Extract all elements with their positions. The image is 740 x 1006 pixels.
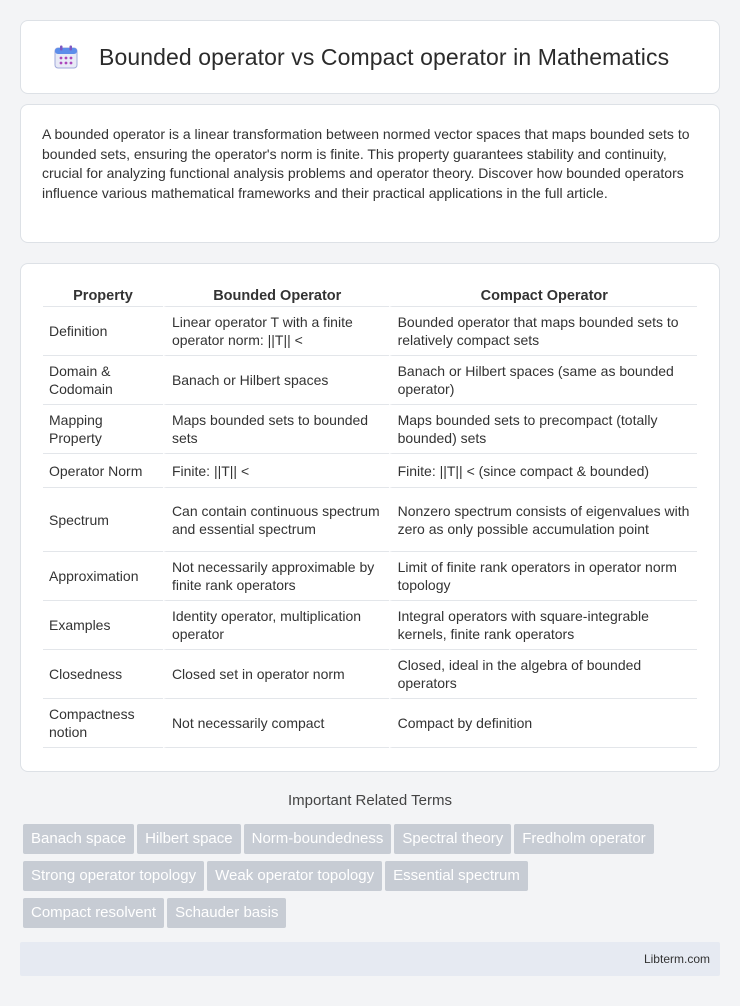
comparison-card	[20, 263, 720, 772]
footer-site-link[interactable]: Libterm.com	[643, 952, 710, 966]
table-cell: Not necessarily approximable by finite rank operators	[163, 552, 389, 601]
table-cell: Definition	[43, 307, 163, 356]
related-term-tag[interactable]: Schauder basis	[167, 898, 286, 928]
title-card	[20, 20, 720, 94]
table-cell: Maps bounded sets to bounded sets	[163, 405, 389, 454]
related-term-tag[interactable]: Strong operator topology	[23, 861, 204, 891]
table-cell: Finite: ||T|| <	[163, 454, 389, 488]
table-cell: Domain & Codomain	[43, 356, 163, 405]
comparison-table	[43, 284, 697, 748]
related-term-tag[interactable]: Norm-boundedness	[244, 824, 392, 854]
related-term-tag[interactable]: Spectral theory	[394, 824, 511, 854]
table-cell: Limit of finite rank operators in operator norm topology	[389, 552, 697, 601]
related-term-tag[interactable]: Hilbert space	[137, 824, 241, 854]
related-term-tag[interactable]: Banach space	[23, 824, 134, 854]
table-row	[43, 699, 697, 748]
table-cell: Finite: ||T|| < (since compact & bounded)	[389, 454, 697, 488]
table-cell: Can contain continuous spectrum and essential spectrum	[163, 488, 389, 552]
table-row	[43, 488, 697, 552]
table-cell: Linear operator T with a finite operator norm: ||T|| <	[163, 307, 389, 356]
table-header: Compact Operator	[389, 284, 697, 307]
table-row	[43, 356, 697, 405]
table-cell: Bounded operator that maps bounded sets to relatively compact sets	[389, 307, 697, 356]
table-header: Bounded Operator	[163, 284, 389, 307]
related-term-tag[interactable]: Fredholm operator	[514, 824, 653, 854]
table-cell: Approximation	[43, 552, 163, 601]
table-cell: Integral operators with square-integrable kernels, finite rank operators	[389, 601, 697, 650]
page-title: Bounded operator vs Compact operator in Mathematics	[99, 43, 670, 70]
table-row	[43, 650, 697, 699]
table-row	[43, 601, 697, 650]
table-cell: Spectrum	[43, 488, 163, 552]
footer	[20, 942, 720, 976]
table-header: Property	[43, 284, 163, 307]
table-cell: Banach or Hilbert spaces (same as bounded operator)	[389, 356, 697, 405]
related-term-tag[interactable]: Compact resolvent	[23, 898, 164, 928]
table-row	[43, 552, 697, 601]
related-term-tag[interactable]: Weak operator topology	[207, 861, 382, 891]
table-row	[43, 307, 697, 356]
table-cell: Maps bounded sets to precompact (totally bounded) sets	[389, 405, 697, 454]
related-terms-list	[23, 824, 723, 935]
table-cell: Identity operator, multiplication operator	[163, 601, 389, 650]
table-cell: Examples	[43, 601, 163, 650]
table-row	[43, 454, 697, 488]
table-cell: Banach or Hilbert spaces	[163, 356, 389, 405]
table-cell: Closed set in operator norm	[163, 650, 389, 699]
table-cell: Closedness	[43, 650, 163, 699]
table-header-row	[43, 284, 697, 307]
related-term-tag[interactable]: Essential spectrum	[385, 861, 528, 891]
table-cell: Operator Norm	[43, 454, 163, 488]
intro-card	[20, 104, 720, 243]
intro-text: A bounded operator is a linear transformation between normed vector spaces that maps bounded sets to bounded sets, ensuring the operator's norm is finite. This property guarantees stability and continuity, crucial for analyzing functional analysis problems and operator theory. Discover how bounded operators influence various mathematical frameworks and their practical applications in the full article.	[42, 126, 690, 201]
table-cell: Compact by definition	[389, 699, 697, 748]
table-cell: Mapping Property	[43, 405, 163, 454]
table-cell: Not necessarily compact	[163, 699, 389, 748]
table-row	[43, 405, 697, 454]
table-cell: Nonzero spectrum consists of eigenvalues with zero as only possible accumulation point	[389, 488, 697, 552]
related-terms-title: Important Related Terms	[288, 792, 452, 809]
table-cell: Compactness notion	[43, 699, 163, 748]
calendar-icon	[51, 42, 81, 72]
table-cell: Closed, ideal in the algebra of bounded operators	[389, 650, 697, 699]
